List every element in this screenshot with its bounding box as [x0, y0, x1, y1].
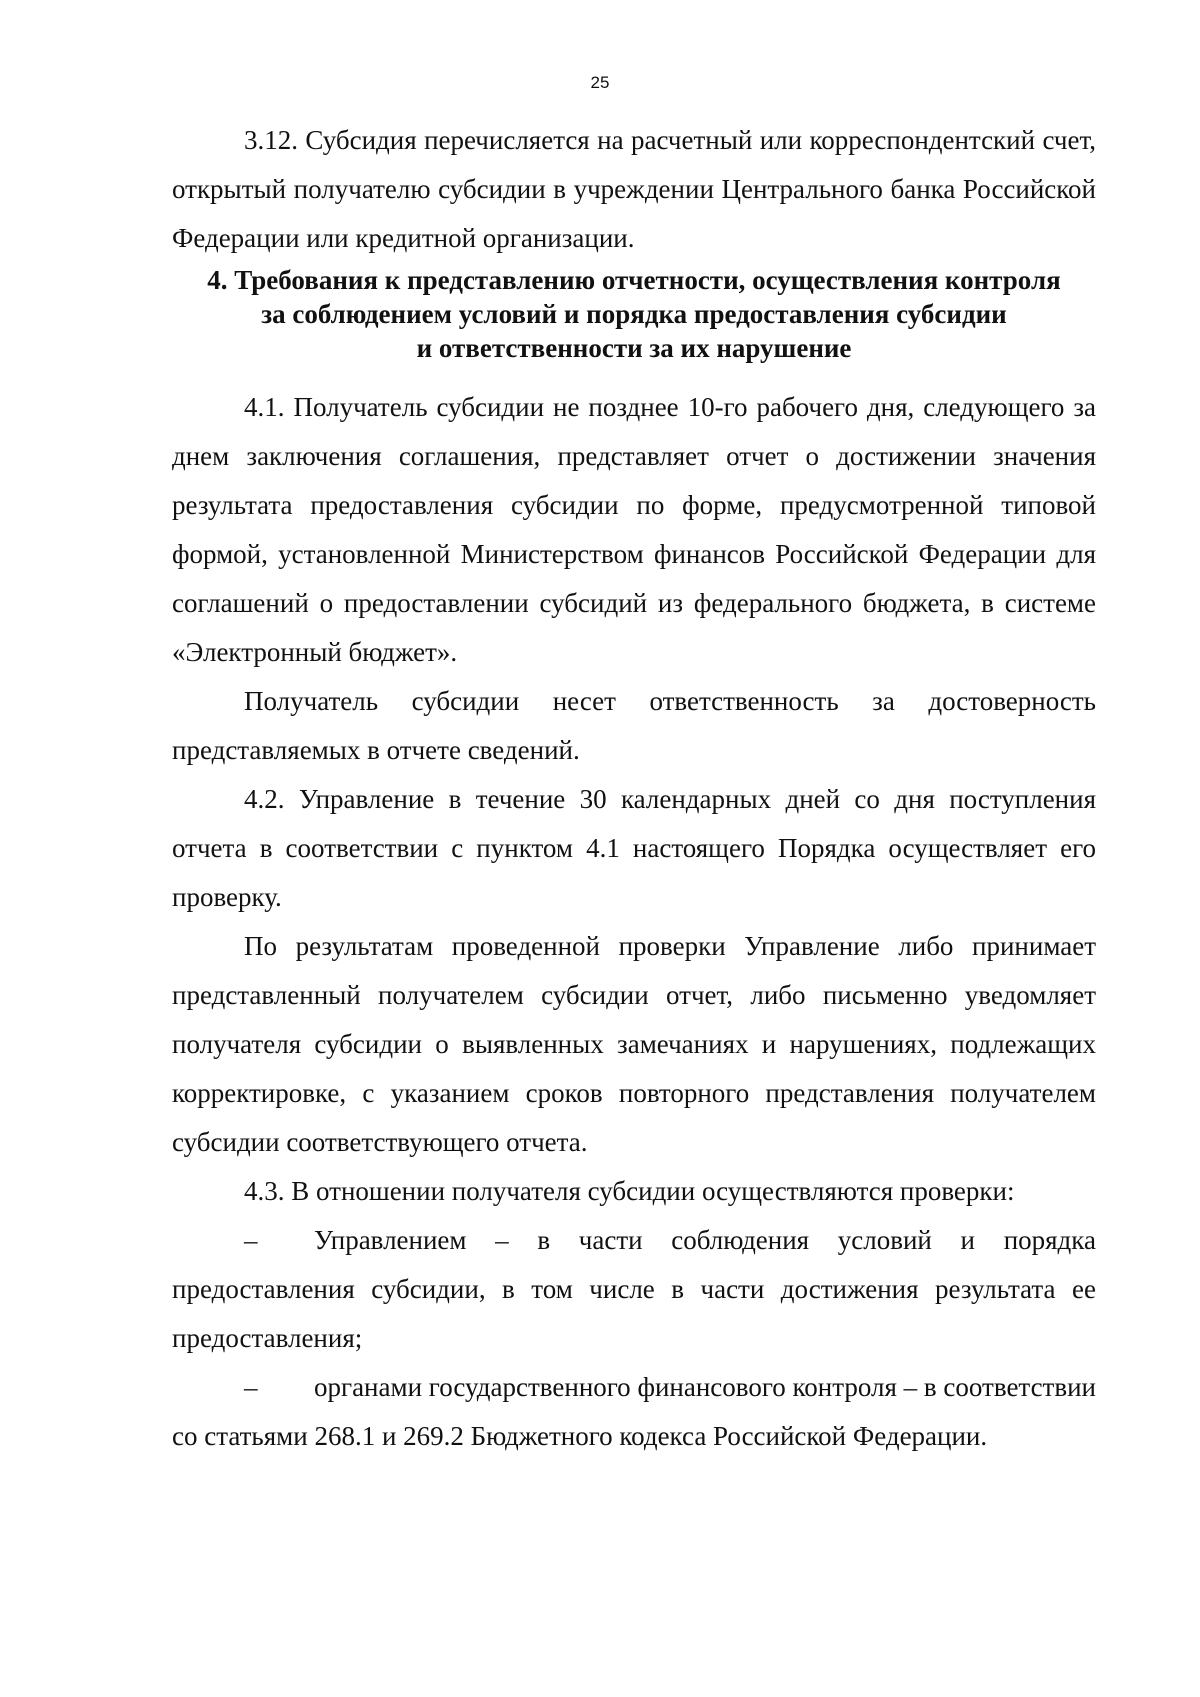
dash-marker: – — [244, 1225, 258, 1255]
list-item-management-checks — [172, 1216, 1096, 1363]
document-body — [172, 116, 1096, 1461]
section-heading-line-1: 4. Требования к представлению отчетности, осуществления контроля — [207, 265, 1061, 295]
paragraph-4-1-responsibility: Получатель субсидии несет ответственность за достоверность представляемых в отчете сведений. — [172, 686, 1096, 765]
dash-marker: – — [244, 1372, 258, 1402]
section-heading-line-3: и ответственности за их нарушение — [416, 333, 852, 363]
paragraph-4-3: 4.3. В отношении получателя субсидии осуществляются проверки: — [244, 1176, 1015, 1206]
page-number: 25 — [590, 73, 610, 92]
paragraph-3-12: 3.12. Субсидия перечисляется на расчетный или корреспондентский счет, открытый получателю субсидии в учреждении Центрального банка Российской Федерации или кредитной организации. — [172, 125, 1096, 253]
list-item-financial-control-checks — [172, 1363, 1096, 1461]
section-heading-line-2: за соблюдением условий и порядка предоставления субсидии — [261, 299, 1007, 329]
list-item-text: органами государственного финансового контроля – в соответствии со статьями 268.1 и 269.2 Бюджетного кодекса Российской Федерации. — [172, 1372, 1096, 1451]
paragraph-4-2: 4.2. Управление в течение 30 календарных дней со дня поступления отчета в соответствии с пунктом 4.1 настоящего Порядка осуществляет его проверку. — [172, 784, 1096, 912]
section-4-heading — [172, 263, 1096, 365]
paragraph-4-1: 4.1. Получатель субсидии не позднее 10-го рабочего дня, следующего за днем заключения соглашения, представляет отчет о достижении значения результата предоставления субсидии по форме, предусмотренной типовой формой, установленной Министерством финансов Российской Федерации для соглашений о предоставлении субсидий из федерального бюджета, в системе «Электронный бюджет». — [172, 392, 1096, 667]
list-item-text: Управлением – в части соблюдения условий и порядка предоставления субсидии, в том числе в части достижения результата ее предоставления; — [172, 1225, 1096, 1353]
paragraph-4-2-result: По результатам проведенной проверки Управление либо принимает представленный получателем субсидии отчет, либо письменно уведомляет получателя субсидии о выявленных замечаниях и нарушениях, подлежащих корректировке, с указанием сроков повторного представления получателем субсидии соответствующего отчета. — [172, 931, 1096, 1157]
